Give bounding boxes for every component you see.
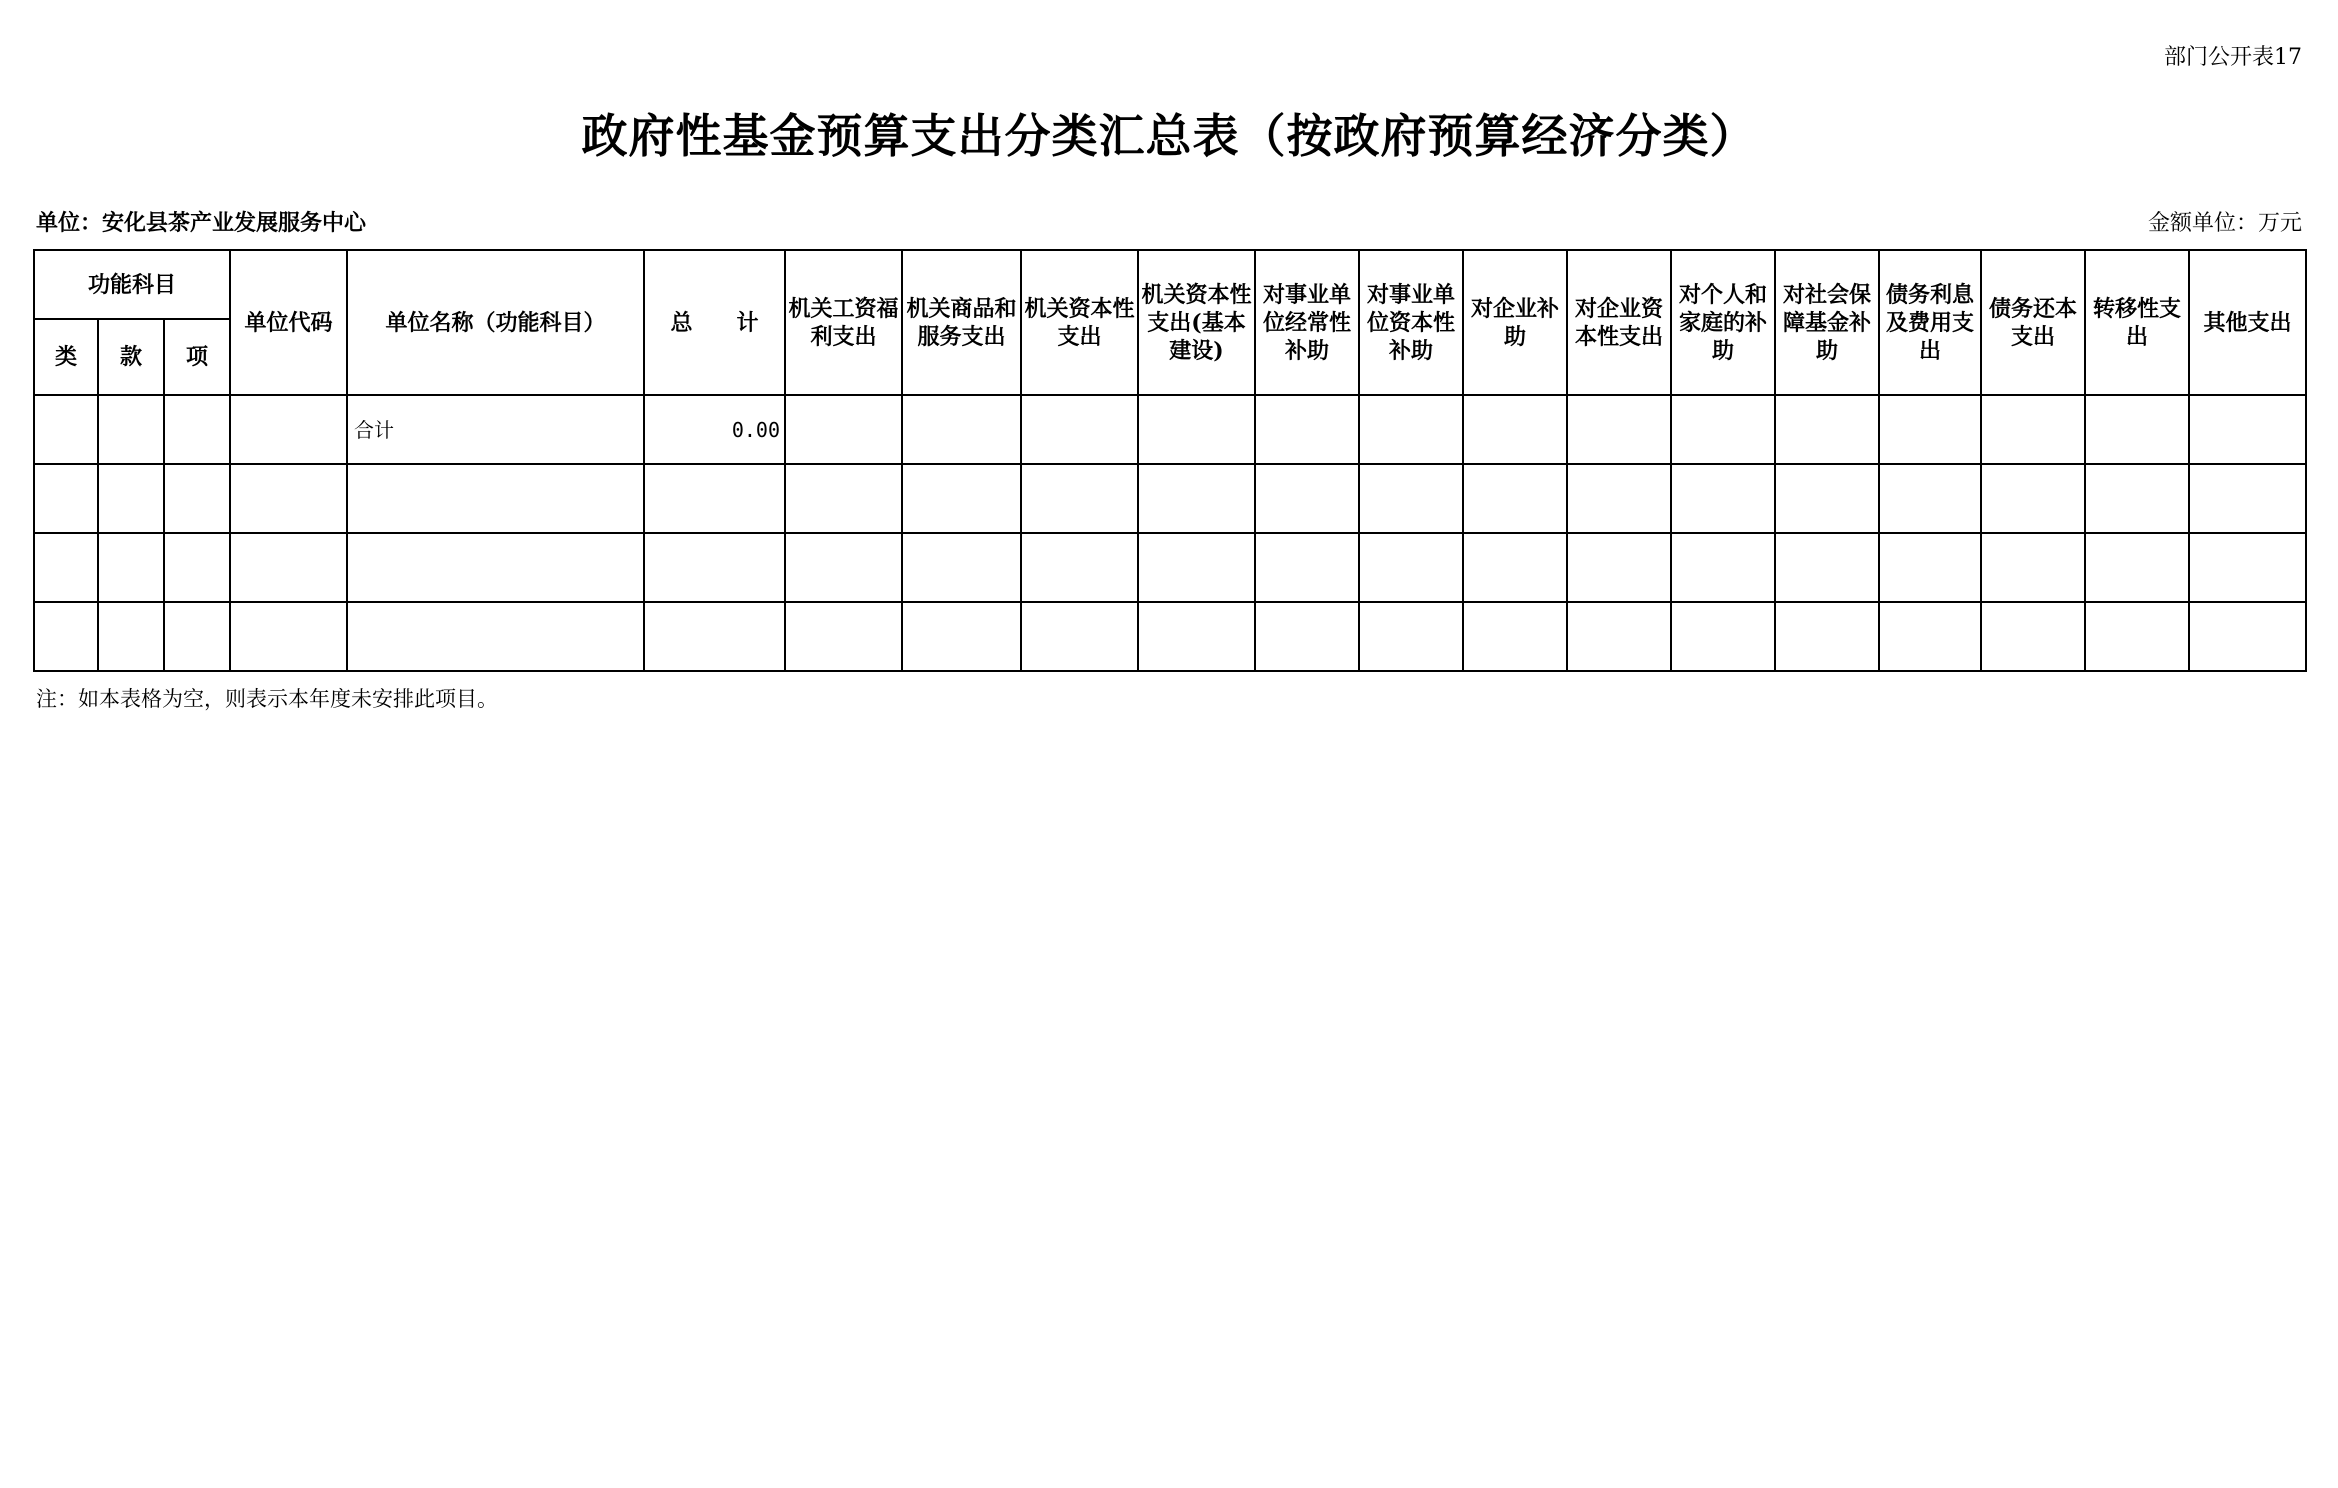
table-cell: [1138, 602, 1255, 671]
table-cell: [1567, 533, 1671, 602]
header-c6: 对事业单位资本性补助: [1359, 250, 1463, 395]
table-cell: [347, 464, 644, 533]
table-cell: [1879, 533, 1981, 602]
table-cell: [34, 395, 98, 464]
header-c2: 机关商品和服务支出: [902, 250, 1021, 395]
table-row-total: [34, 395, 2306, 464]
table-cell: [1671, 395, 1775, 464]
header-c13: 转移性支出: [2085, 250, 2189, 395]
table-cell: [1138, 395, 1255, 464]
table-cell: [347, 533, 644, 602]
header-section: 款: [98, 319, 164, 395]
table-cell: [1775, 602, 1879, 671]
table-cell: [902, 464, 1021, 533]
table-cell: [1775, 533, 1879, 602]
table-cell: [34, 464, 98, 533]
table-cell: [98, 464, 164, 533]
page-title: 政府性基金预算支出分类汇总表（按政府预算经济分类）: [581, 109, 1757, 163]
table-cell: [1255, 395, 1359, 464]
table-cell: [1255, 602, 1359, 671]
table-cell: [1138, 533, 1255, 602]
table-cell: [230, 395, 347, 464]
header-c14: 其他支出: [2189, 250, 2306, 395]
table-cell: [2085, 533, 2189, 602]
table-cell: [1021, 395, 1138, 464]
form-code: 部门公开表17: [2164, 45, 2302, 70]
table-cell: [2189, 464, 2306, 533]
table-cell: [902, 533, 1021, 602]
header-c12: 债务还本支出: [1981, 250, 2085, 395]
table-cell: [2085, 464, 2189, 533]
table-cell: [2189, 602, 2306, 671]
table-cell: [1567, 395, 1671, 464]
footnote: 注：如本表格为空，则表示本年度未安排此项目。: [36, 687, 498, 711]
table-cell: [1879, 602, 1981, 671]
table-cell: [1359, 395, 1463, 464]
table-cell: [164, 533, 230, 602]
table-cell: [1567, 464, 1671, 533]
table-cell: [785, 464, 902, 533]
table-row-empty: [34, 464, 2306, 533]
table-cell: [230, 464, 347, 533]
table-cell: [1775, 464, 1879, 533]
table-cell: [34, 533, 98, 602]
table-row-empty: [34, 602, 2306, 671]
table-cell: [1775, 395, 1879, 464]
header-c7: 对企业补助: [1463, 250, 1567, 395]
table-cell: [1021, 533, 1138, 602]
header-c11: 债务利息及费用支出: [1879, 250, 1981, 395]
header-total: 总 计: [644, 250, 785, 395]
table-cell: [644, 602, 785, 671]
table-cell: [1981, 395, 2085, 464]
header-c5: 对事业单位经常性补助: [1255, 250, 1359, 395]
table-cell: [1463, 602, 1567, 671]
table-cell: [1021, 602, 1138, 671]
table-cell: [1138, 464, 1255, 533]
header-c9: 对个人和家庭的补助: [1671, 250, 1775, 395]
table-cell: [902, 395, 1021, 464]
table-cell: [1671, 602, 1775, 671]
table-cell: [1879, 464, 1981, 533]
table-cell: [1021, 464, 1138, 533]
table-cell: [1463, 533, 1567, 602]
header-category: 类: [34, 319, 98, 395]
table-cell: [2085, 395, 2189, 464]
header-unit-name: 单位名称（功能科目）: [347, 250, 644, 395]
header-c1: 机关工资福利支出: [785, 250, 902, 395]
table-cell: [785, 602, 902, 671]
header-c8: 对企业资本性支出: [1567, 250, 1671, 395]
table-cell: [98, 395, 164, 464]
table-cell: [2085, 602, 2189, 671]
table-cell: [34, 602, 98, 671]
table-cell: [785, 533, 902, 602]
table-cell: [230, 533, 347, 602]
amount-unit-label: 金额单位：万元: [2147, 211, 2302, 236]
table-cell: [164, 395, 230, 464]
table-cell: [164, 602, 230, 671]
table-cell: [1359, 602, 1463, 671]
row-total-value: 0.00: [644, 395, 785, 464]
table-row-empty: [34, 533, 2306, 602]
header-c4: 机关资本性支出(基本建设): [1138, 250, 1255, 395]
unit-label: 单位：安化县茶产业发展服务中心: [36, 210, 367, 236]
table-cell: [1981, 533, 2085, 602]
table-cell: [1671, 533, 1775, 602]
table-cell: [98, 533, 164, 602]
header-func-subject: 功能科目: [34, 250, 230, 319]
table-cell: [1463, 395, 1567, 464]
header-unit-code: 单位代码: [230, 250, 347, 395]
table-cell: [1981, 464, 2085, 533]
table-cell: [2189, 395, 2306, 464]
table-cell: [644, 533, 785, 602]
table-cell: [644, 464, 785, 533]
table-cell: [1567, 602, 1671, 671]
header-item: 项: [164, 319, 230, 395]
table-cell: [1463, 464, 1567, 533]
table-cell: [1255, 533, 1359, 602]
table-cell: [1981, 602, 2085, 671]
table-cell: [98, 602, 164, 671]
table-cell: [902, 602, 1021, 671]
table-cell: [2189, 533, 2306, 602]
header-c10: 对社会保障基金补助: [1775, 250, 1879, 395]
table-cell: [164, 464, 230, 533]
table-cell: [1879, 395, 1981, 464]
table-cell: [785, 395, 902, 464]
table-cell: [1359, 464, 1463, 533]
budget-table: [33, 249, 2307, 672]
table-cell: [1359, 533, 1463, 602]
table-cell: [1255, 464, 1359, 533]
table-cell: [230, 602, 347, 671]
table-cell: [347, 602, 644, 671]
table-cell: [1671, 464, 1775, 533]
header-c3: 机关资本性支出: [1021, 250, 1138, 395]
row-unit-name: 合计: [347, 395, 644, 464]
